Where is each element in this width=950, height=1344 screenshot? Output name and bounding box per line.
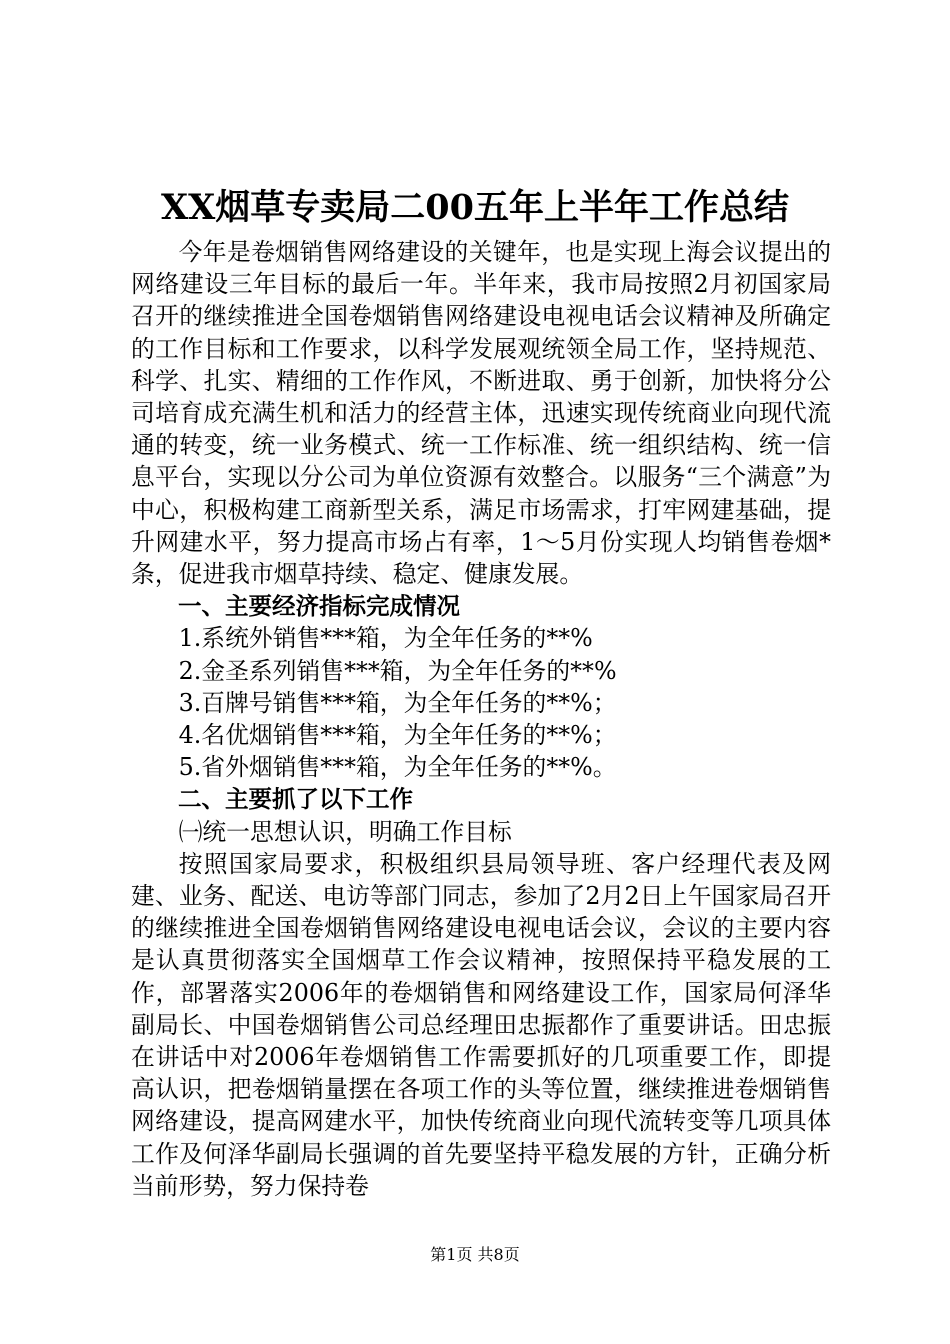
section-1-item: 4.名优烟销售***箱，为全年任务的**%；	[178, 721, 617, 750]
section-1-item: 1.系统外销售***箱，为全年任务的**%	[178, 624, 593, 653]
section-1-item: 2.金圣系列销售***箱，为全年任务的**%	[178, 656, 617, 685]
section-2-heading: 二、主要抓了以下工作	[178, 785, 413, 814]
section-1-item: 5.省外烟销售***箱，为全年任务的**%。	[178, 753, 617, 782]
section-1-heading: 一、主要经济指标完成情况	[178, 592, 460, 621]
section-1-item: 3.百牌号销售***箱，为全年任务的**%；	[178, 688, 617, 717]
page-number-footer: 第1页 共8页	[430, 1245, 520, 1264]
document-title: XX烟草专卖局二00五年上半年工作总结	[160, 187, 790, 228]
subsection-1-paragraph: 按照国家局要求，积极组织县局领导班、客户经理代表及网建、业务、配送、电访等部门同志，参加了2月2日上午国家局召开的继续推进全国卷烟销售网络建设电视电话会议，会议的主要内容是认真贯彻落实全国烟草工作会议精神，按照保持平稳发展的工作，部署落实2006年的卷烟销售和网络建设工作，国家局何泽华副局长、中国卷烟销售公司总经理田忠振都作了重要讲话。田忠振在讲话中对2006年卷烟销售工作需要抓好的几项重要工作，即提高认识，把卷烟销量摆在各项工作的头等位置，继续推进卷烟销售网络建设，提高网建水平，加快传统商业向现代流转变等几项具体工作及何泽华副局长强调的首先要坚持平稳发展的方针，正确分析当前形势，努力保持卷	[131, 849, 831, 1200]
intro-paragraph: 今年是卷烟销售网络建设的关键年，也是实现上海会议提出的网络建设三年目标的最后一年。半年来，我市局按照2月初国家局召开的继续推进全国卷烟销售网络建设电视电话会议精神及所确定的工作目标和工作要求，以科学发展观统领全局工作，坚持规范、科学、扎实、精细的工作作风，不断进取、勇于创新，加快将分公司培育成充满生机和活力的经营主体，迅速实现传统商业向现代流通的转变，统一业务模式、统一工作标准、统一组织结构、统一信息平台，实现以分公司为单位资源有效整合。以服务“三个满意”为中心，积极构建工商新型关系，满足市场需求，打牢网建基础，提升网建水平，努力提高市场占有率，1～5月份实现人均销售卷烟*条，促进我市烟草持续、稳定、健康发展。	[131, 238, 831, 589]
document-body	[131, 236, 831, 1202]
subsection-1-heading: ㈠统一思想认识，明确工作目标	[178, 817, 512, 846]
